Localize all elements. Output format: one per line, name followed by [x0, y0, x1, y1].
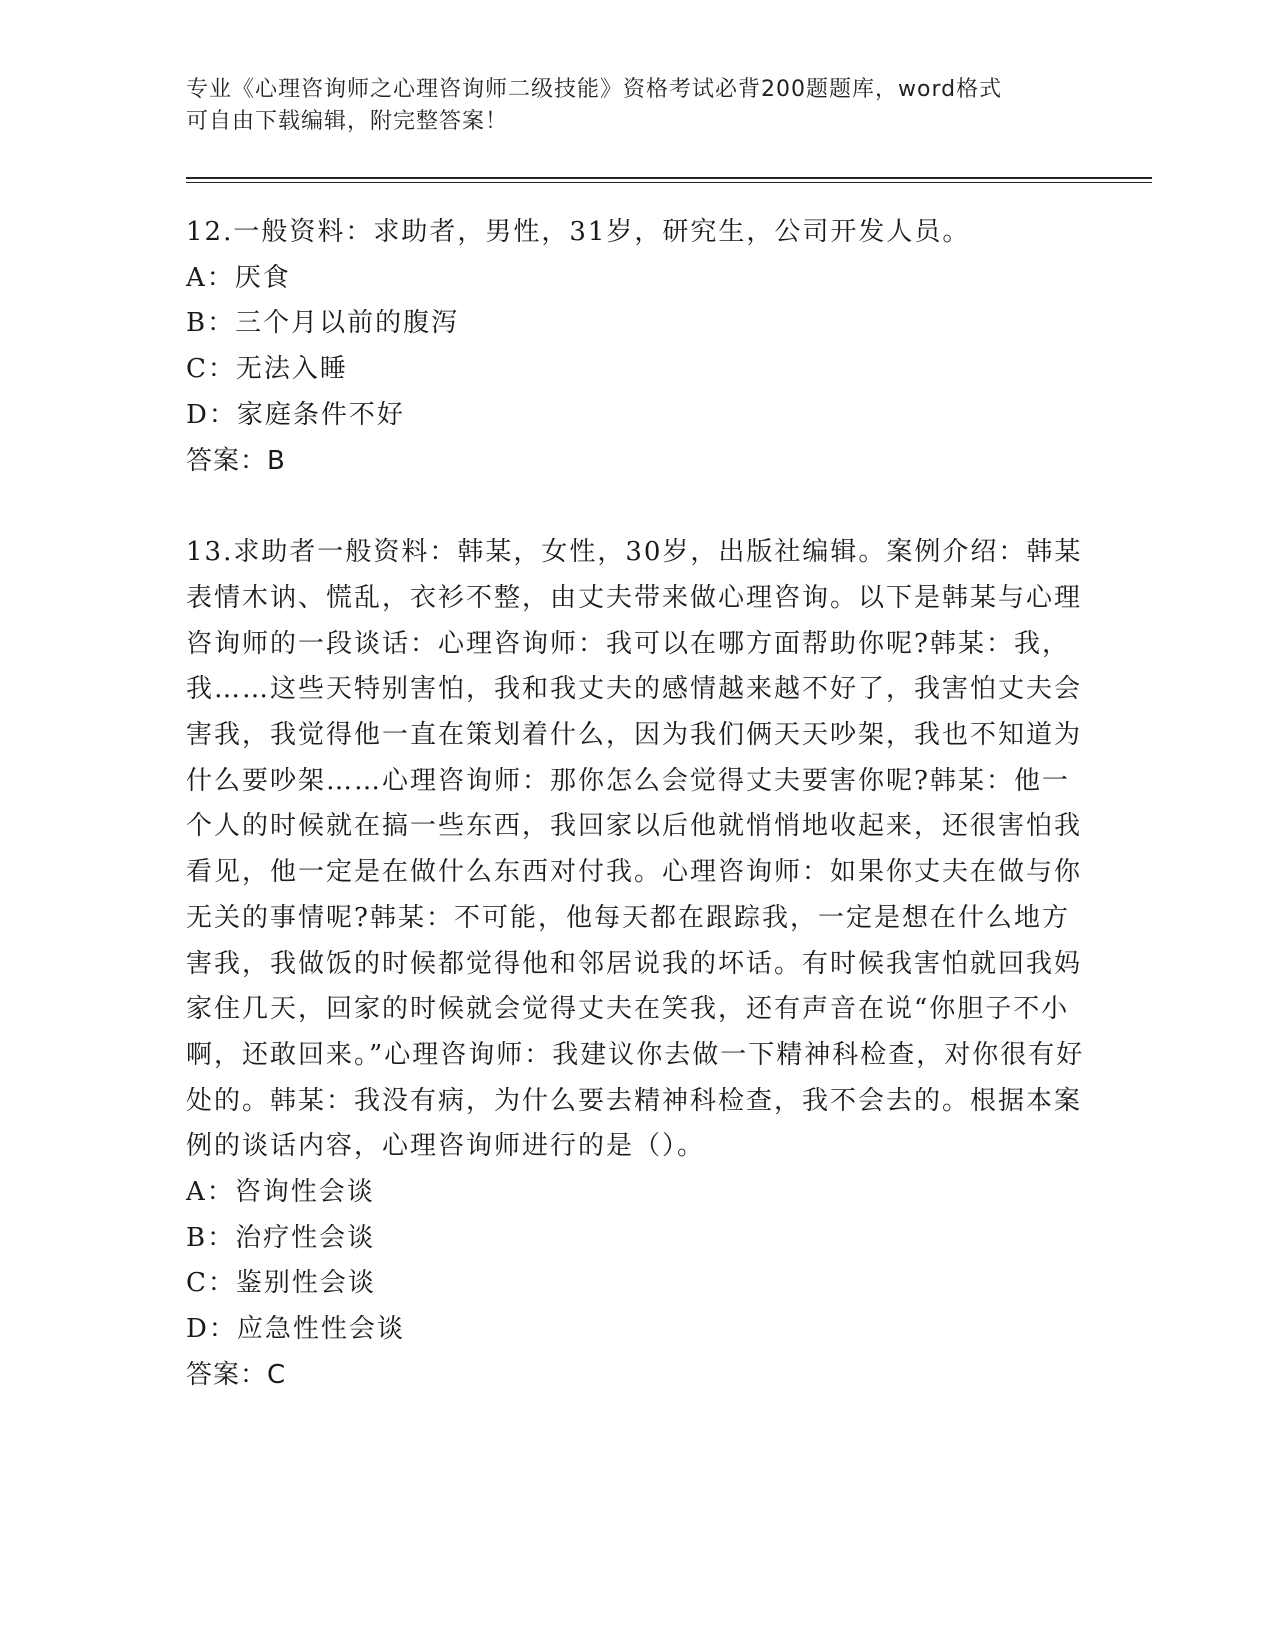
question-stem: 13.求助者一般资料：韩某，女性，30岁，出版社编辑。案例介绍：韩某表情木讷、慌乱，衣衫不整，由丈夫带来做心理咨询。以下是韩某与心理咨询师的一段谈话：心理咨询师：我可以在哪方面帮助你呢?韩某：我，我……这些天特别害怕，我和我丈夫的感情越来越不好了，我害怕丈夫会害我，我觉得他一直在策划着什么，因为我们俩天天吵架，我也不知道为什么要吵架……心理咨询师：那你怎么会觉得丈夫要害你呢?韩某：他一个人的时候就在搞一些东西，我回家以后他就悄悄地收起来，还很害怕我看见，他一定是在做什么东西对付我。心理咨询师：如果你丈夫在做与你无关的事情呢?韩某：不可能，他每天都在跟踪我，一定是想在什么地方害我，我做饭的时候都觉得他和邻居说我的坏话。有时候我害怕就回我妈家住几天，回家的时候就会觉得丈夫在笑我，还有声音在说“你胆子不小啊，还敢回来。”心理咨询师：我建议你去做一下精神科检查，对你很有好处的。韩某：我没有病，为什么要去精神科检查，我不会去的。根据本案例的谈话内容，心理咨询师进行的是（）。 [186, 537, 1085, 1162]
header-line-1: 专业《心理咨询师之心理咨询师二级技能》资格考试必背200题题库，word格式 [186, 77, 1003, 102]
option-d: D：家庭条件不好 [186, 399, 405, 430]
option-a: A：咨询性会谈 [186, 1177, 375, 1208]
question-list [186, 210, 1086, 1399]
page-header [186, 74, 1086, 138]
option-d: D：应急性性会谈 [186, 1314, 405, 1345]
option-c: C：无法入睡 [186, 354, 348, 385]
answer: 答案：C [186, 1359, 287, 1390]
header-line-2: 可自由下载编辑，附完整答案！ [186, 109, 509, 134]
header-divider [186, 177, 1152, 183]
option-c: C：鉴别性会谈 [186, 1268, 376, 1299]
option-a: A：厌食 [186, 262, 291, 293]
option-b: B：治疗性会谈 [186, 1222, 376, 1253]
option-b: B：三个月以前的腹泻 [186, 308, 460, 339]
question-stem: 12.一般资料：求助者，男性，31岁，研究生，公司开发人员。 [186, 217, 971, 247]
answer: 答案：B [186, 445, 286, 476]
question-13 [186, 530, 1086, 1398]
question-12 [186, 210, 1086, 484]
